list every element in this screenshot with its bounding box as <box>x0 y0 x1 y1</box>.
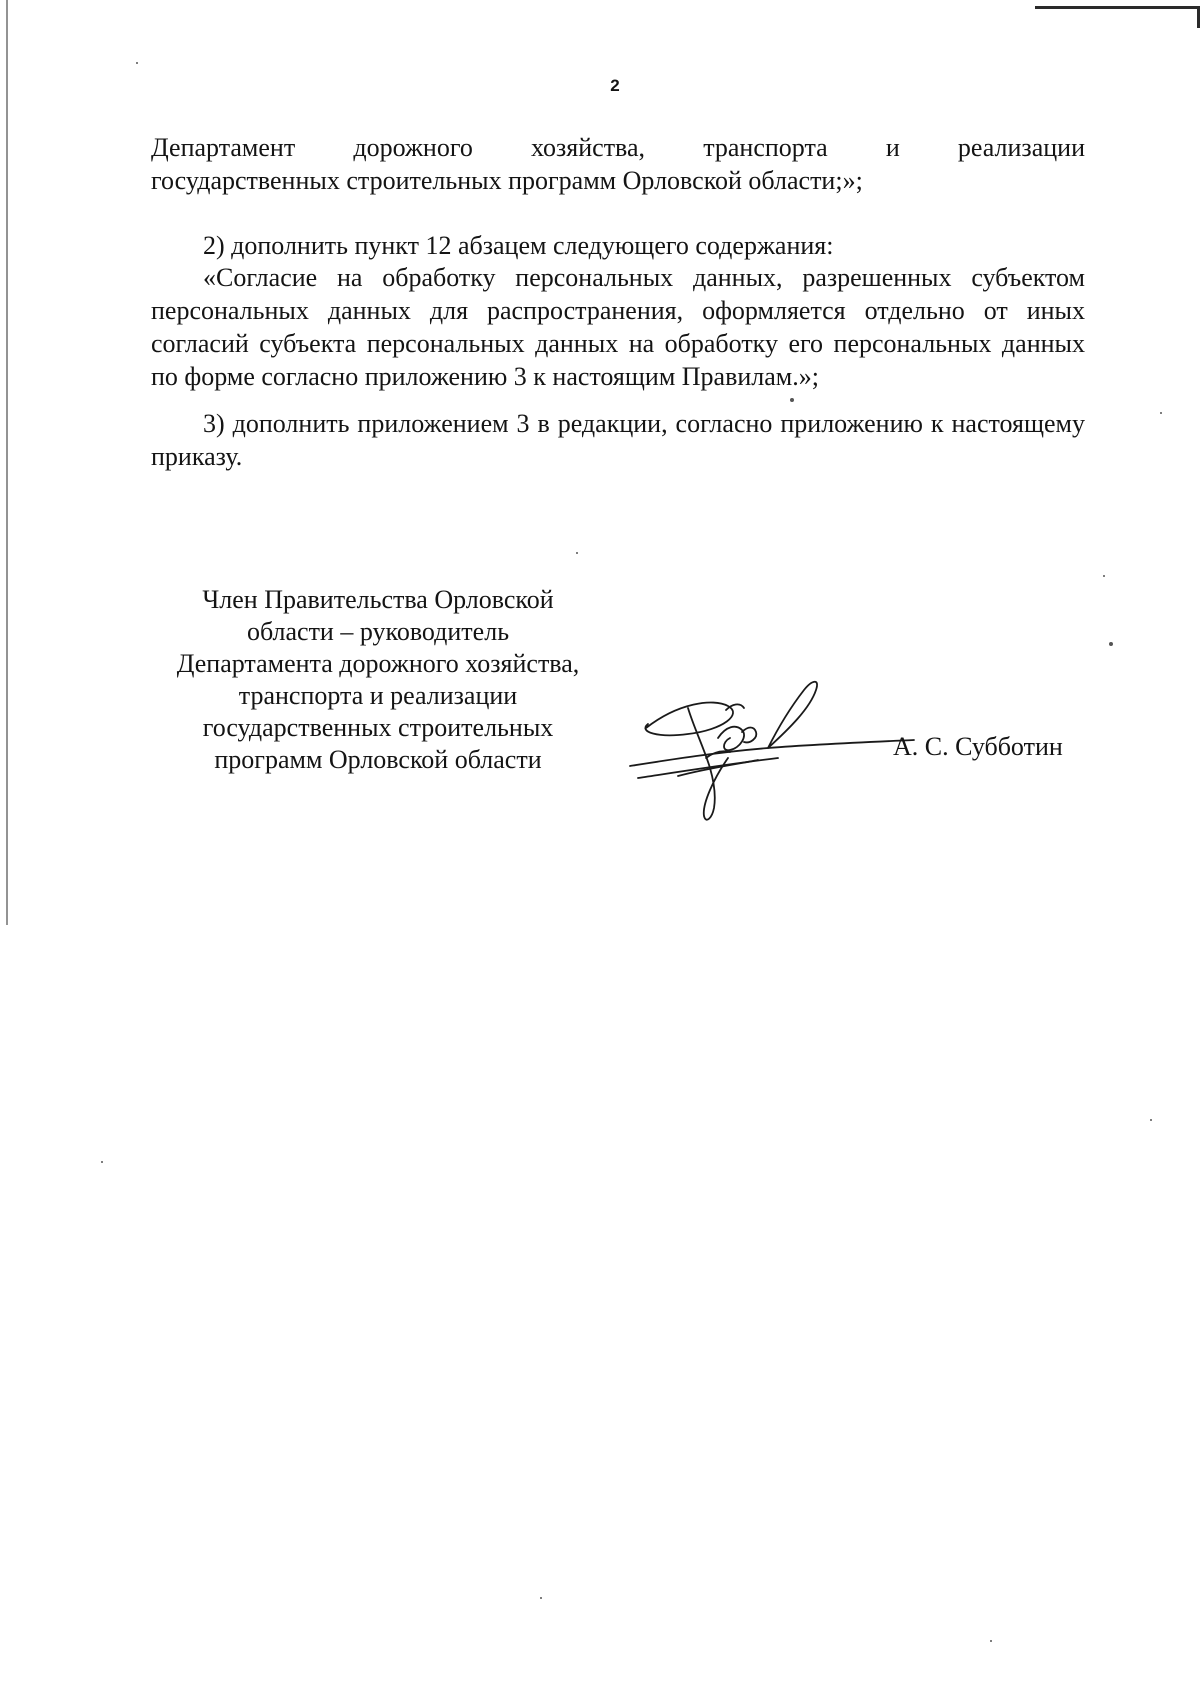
handwritten-signature <box>618 668 918 828</box>
scan-edge-artifact <box>6 0 8 925</box>
scan-dust <box>576 552 578 554</box>
scan-dust <box>1150 1119 1152 1121</box>
scan-dust <box>1109 642 1113 646</box>
signatory-title-line: государственных строительных <box>202 713 554 742</box>
item-3-paragraph: 3) дополнить приложением 3 в редакции, согласно приложению к настоящему приказу. <box>151 409 1085 471</box>
scan-dust <box>990 1640 992 1642</box>
intro-paragraph-line-1: Департамент дорожного хозяйства, транспорта и реализации <box>151 133 1085 162</box>
page-number: 2 <box>610 76 620 95</box>
signatory-title-line: области – руководитель <box>246 617 510 646</box>
signatory-title-block <box>148 584 608 776</box>
scan-dust <box>136 62 138 64</box>
quoted-paragraph: «Согласие на обработку персональных данных, разрешенных субъектом персональных данных для распространения, оформляется отдельно от иных согласий субъекта персональных данных на обработку его персональных данных по форме согласно приложению 3 к настоящим Правилам.»; <box>151 263 1085 391</box>
signatory-title-line: Член Правительства Орловской <box>202 585 554 614</box>
signatory-title-line: транспорта и реализации <box>238 681 518 710</box>
signatory-title-line: Департамента дорожного хозяйства, <box>176 649 580 678</box>
item-2-paragraph: 2) дополнить пункт 12 абзацем следующего содержания: <box>203 231 834 260</box>
scan-dust <box>1160 412 1162 414</box>
scan-dust <box>790 398 794 402</box>
scan-dust <box>540 1597 542 1599</box>
scan-dust <box>101 1161 103 1163</box>
signatory-name: А. С. Субботин <box>893 732 1063 761</box>
scan-corner-artifact <box>1035 6 1200 9</box>
scan-dust <box>1103 575 1105 577</box>
intro-paragraph-line-2: государственных строительных программ Орловской области;»; <box>151 166 863 195</box>
signatory-title-line: программ Орловской области <box>214 745 542 774</box>
